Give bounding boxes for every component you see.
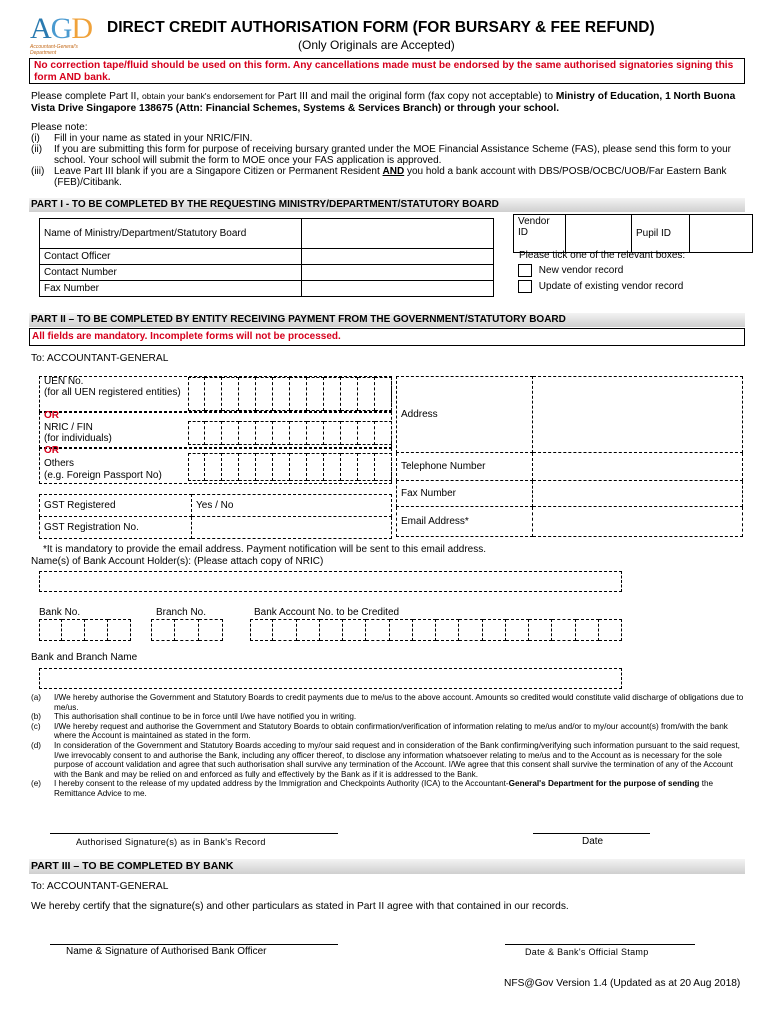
clause-a: [31, 693, 745, 712]
part3-certify: We hereby certify that the signature(s) and other particulars as stated in Part II agree with that contained in our records.: [31, 901, 569, 912]
email-label: Email Address*: [397, 507, 533, 537]
clause-b: [31, 712, 745, 722]
gst-table: [39, 494, 392, 539]
gst-no-label: GST Registration No.: [40, 517, 192, 539]
or-label: OR: [44, 445, 59, 456]
bank-officer-line[interactable]: [50, 944, 338, 945]
clause-emphasis: General's Department for the purpose of sending: [508, 779, 700, 789]
note-item-i: [31, 133, 747, 144]
contact-officer-field[interactable]: [302, 249, 494, 265]
tick-prompt: Please tick one of the relevant boxes:: [519, 250, 686, 261]
clause-text: the Remittance Advice to me.: [54, 779, 714, 798]
nric-label: [44, 422, 112, 444]
bank-stamp-caption: Date & Bank's Official Stamp: [525, 947, 649, 957]
pupil-id-label: Pupil ID: [632, 215, 690, 253]
clause-text: This authorisation shall continue to be in force until I/we have notified you in writing.: [54, 712, 357, 722]
note-num: (iii): [31, 166, 45, 177]
uen-digit-boxes[interactable]: [188, 377, 392, 411]
uen-title: UEN No.: [44, 376, 84, 387]
note-emphasis: AND: [382, 166, 405, 177]
contact-number-field[interactable]: [302, 265, 494, 281]
signature-caption: Authorised Signature(s) as in Bank's Record: [76, 837, 266, 847]
others-title: Others: [44, 458, 75, 469]
form-subtitle: (Only Originals are Accepted): [298, 38, 455, 52]
others-subtitle: (e.g. Foreign Passport No): [44, 470, 162, 481]
option-label: New vendor record: [538, 265, 624, 277]
note-text: you hold a bank account with DBS/POSB/OCBC/UOB/Far Eastern Bank (FEB)/Citibank.: [54, 166, 727, 189]
part1-table: [39, 218, 494, 297]
clause-text: I hereby consent to the release of my updated address by the Immigration and Checkpoints Authority (ICA) to the Accountant-: [54, 779, 509, 789]
branch-no-label: Branch No.: [156, 607, 207, 618]
account-no-boxes[interactable]: [250, 619, 622, 641]
option-new-vendor[interactable]: [518, 264, 623, 277]
note-text: Leave Part III blank if you are a Singapore Citizen or Permanent Resident: [54, 166, 383, 177]
intro-text-1: Please complete Part II,: [31, 91, 142, 102]
uen-subtitle: (for all UEN registered entities): [44, 386, 181, 398]
email-field[interactable]: [533, 507, 743, 537]
clause-num: (e): [31, 779, 42, 789]
clause-text: In consideration of the Government and Statutory Boards acceding to my/our said request and in consideration of the Bank confirming/verifying such information pursuant to the said request, I/we irrevocably consent to and authorise the Bank, including any officer thereof, to disclose any information whatsoever relating to me/us and to the Account as is necessary for the sole purpose of account validation and agree that such authorisation shall survive any termination of the Account. I/We agree that this consent shall survive the termination of any of the Account with the Bank and may be relied on and enforced as fully and effectively by the Bank as if it is addressed to the Bank.: [54, 740, 740, 779]
note-num: (i): [31, 133, 40, 144]
date-line[interactable]: [533, 833, 650, 834]
part1-label: Contact Officer: [40, 249, 302, 265]
clause-num: (b): [31, 712, 42, 722]
clause-num: (a): [31, 693, 42, 702]
vendor-table: [513, 214, 753, 253]
part3-heading: PART III – TO BE COMPLETED BY BANK: [29, 859, 745, 874]
note-num: (ii): [31, 144, 43, 155]
correction-notice: No correction tape/fluid should be used on this form. Any cancellations made must be endorsed by the same authorised signatories signing this form AND bank.: [29, 58, 745, 84]
clause-text: I/We hereby request and authorise the Government and Statutory Boards to obtain confirmation/verification of information relating to me/us and/or to my/our account(s) from/with the bank where the Account is maintained as stated in the form.: [54, 721, 728, 741]
logo-subtext: Accountant-General's Department: [30, 44, 78, 56]
contact-table: [396, 376, 743, 537]
nric-subtitle: (for individuals): [44, 433, 112, 444]
form-title: DIRECT CREDIT AUTHORISATION FORM (FOR BURSARY & FEE REFUND): [107, 19, 655, 36]
clause-num: (d): [31, 740, 42, 750]
gst-no-field[interactable]: [192, 517, 392, 539]
or-label: OR: [44, 410, 59, 421]
address-label: Address: [397, 377, 533, 453]
part2-to: To: ACCOUNTANT-GENERAL: [31, 353, 169, 364]
note-item-iii: [31, 166, 747, 188]
bank-no-label: Bank No.: [39, 607, 81, 618]
account-no-label: Bank Account No. to be Credited: [254, 607, 400, 618]
intro-paragraph: [31, 91, 745, 114]
bank-stamp-line[interactable]: [505, 944, 695, 945]
bank-branch-name-label: Bank and Branch Name: [31, 652, 138, 663]
part2-heading: PART II – TO BE COMPLETED BY ENTITY RECEIVING PAYMENT FROM THE GOVERNMENT/STATUTORY BOARD: [29, 313, 745, 327]
clause-e: [31, 779, 745, 798]
new-vendor-checkbox[interactable]: [518, 264, 532, 277]
option-label: Update of existing vendor record: [538, 281, 684, 293]
holder-label: Name(s) of Bank Account Holder(s): (Please attach copy of NRIC): [31, 556, 324, 567]
clause-text: I/We hereby authorise the Government and Statutory Boards to credit payments due to me/us to the above account. Amounts so credited would constitute valid discharge of obligations due to me/us.: [54, 693, 744, 712]
part1-label: Contact Number: [40, 265, 302, 281]
gst-yes-no[interactable]: Yes / No: [192, 495, 392, 517]
note-text: If you are submitting this form for purpose of receiving bursary granted under the MOE Financial Assistance Scheme (FAS), please send this form to your school. Your school will submit the form to MOE once your FAS application is approved.: [54, 144, 731, 167]
pupil-id-field[interactable]: [690, 215, 753, 253]
vendor-id-field[interactable]: [566, 215, 632, 253]
clause-c: [31, 722, 745, 741]
part1-label: Fax Number: [40, 281, 302, 297]
clauses-block: [31, 693, 745, 799]
fax-number-field[interactable]: [302, 281, 494, 297]
part1-label: Name of Ministry/Department/Statutory Board: [40, 219, 302, 249]
signature-line[interactable]: [50, 833, 338, 834]
intro-text-2: obtain your bank's endorsement for: [141, 91, 275, 101]
holder-name-field[interactable]: [39, 571, 622, 592]
option-update-vendor[interactable]: [518, 280, 683, 293]
clause-d: [31, 741, 745, 779]
bank-branch-name-field[interactable]: [39, 668, 622, 689]
fax-label: Fax Number: [397, 481, 533, 507]
nric-title: NRIC / FIN: [44, 422, 93, 433]
branch-no-boxes[interactable]: [151, 619, 223, 641]
note-text: Fill in your name as stated in your NRIC/FIN.: [54, 133, 253, 144]
intro-text-3: Part III and mail the original form (fax copy not acceptable) to: [274, 91, 556, 102]
email-note: *It is mandatory to provide the email address. Payment notification will be sent to this email address.: [43, 544, 486, 555]
clause-num: (c): [31, 721, 41, 731]
intro-address: Ministry of Education, 1 North Buona Vista Drive Singapore 138675 (Attn: Financial Schemes, Systems & Services Branch) or through your school.: [31, 91, 736, 114]
part3-to: To: ACCOUNTANT-GENERAL: [31, 881, 169, 892]
bank-no-boxes[interactable]: [39, 619, 131, 641]
ministry-name-field[interactable]: [302, 219, 494, 249]
telephone-label: Telephone Number: [397, 453, 533, 481]
part1-heading: PART I - TO BE COMPLETED BY THE REQUESTING MINISTRY/DEPARTMENT/STATUTORY BOARD: [29, 198, 745, 212]
agd-logo: [30, 14, 102, 54]
version-footer: NFS@Gov Version 1.4 (Updated as at 20 Aug 2018): [504, 978, 741, 989]
uen-label: [44, 377, 184, 398]
vendor-id-label: Vendor ID: [514, 215, 566, 253]
address-field[interactable]: [533, 377, 743, 453]
telephone-field[interactable]: [533, 453, 743, 481]
logo-text: AGD: [30, 12, 93, 45]
nric-digit-boxes[interactable]: [188, 421, 392, 445]
mandatory-notice: All fields are mandatory. Incomplete forms will not be processed.: [29, 328, 745, 346]
notes-heading: Please note:: [31, 122, 88, 133]
gst-registered-label: GST Registered: [40, 495, 192, 517]
bank-officer-caption: Name & Signature of Authorised Bank Officer: [66, 946, 267, 957]
fax-field[interactable]: [533, 481, 743, 507]
date-caption: Date: [582, 836, 604, 847]
note-item-ii: [31, 144, 747, 166]
others-label: [44, 458, 162, 482]
update-vendor-checkbox[interactable]: [518, 280, 532, 293]
others-digit-boxes[interactable]: [188, 453, 392, 481]
